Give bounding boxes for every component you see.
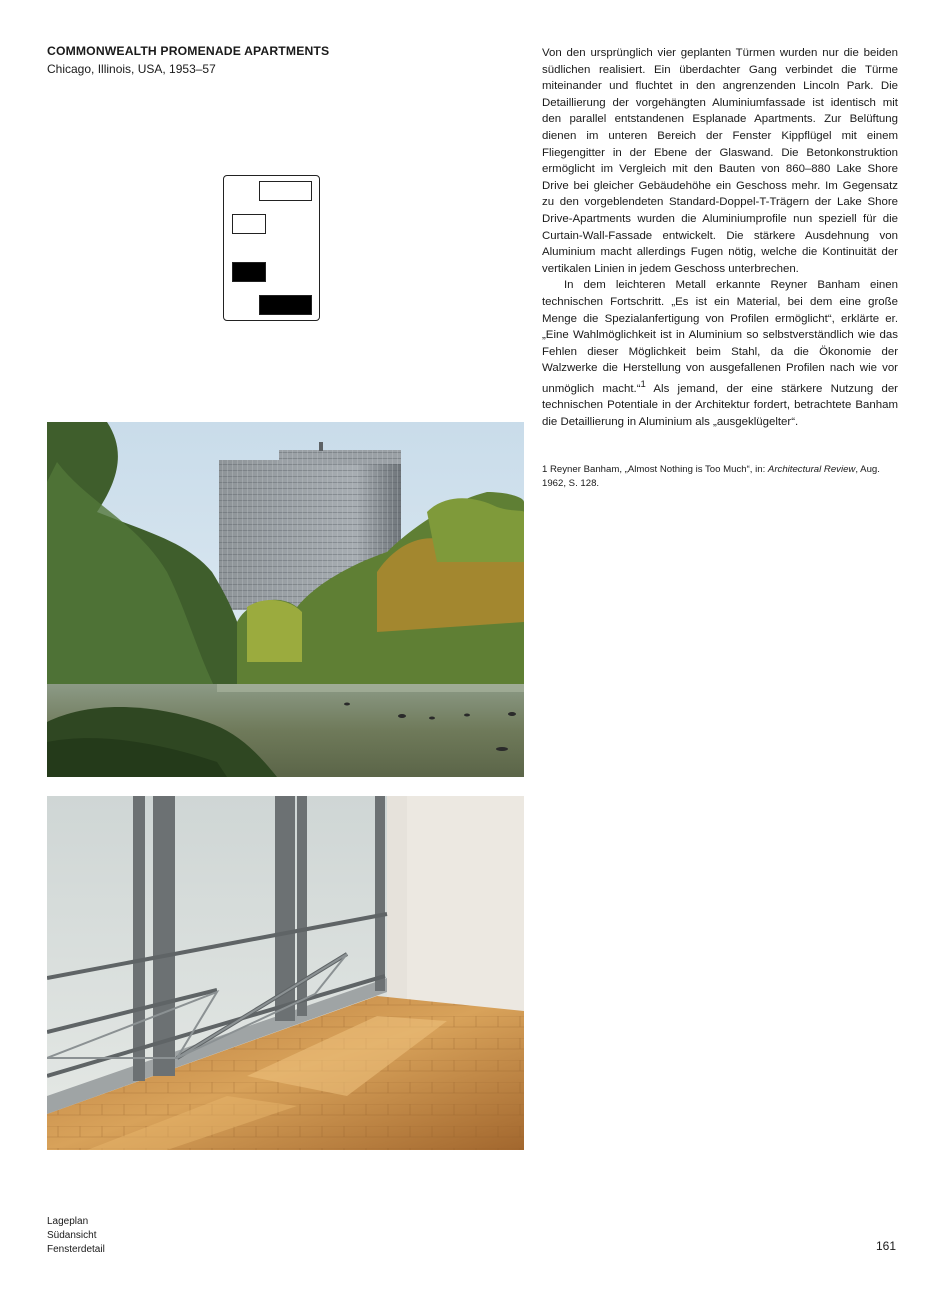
location-subtitle: Chicago, Illinois, USA, 1953–57 xyxy=(47,62,216,76)
caption-item: Fensterdetail xyxy=(47,1244,105,1255)
page-number: 161 xyxy=(876,1239,897,1253)
footnote-text: 1 Reyner Banham, „Almost Nothing is Too Much“, in: xyxy=(542,464,768,475)
site-plan-diagram xyxy=(223,175,320,321)
body-paragraph-text: Als jemand, der eine stärkere Nutzung der technischen Potentiale in der Architektur fordert, betrachtete Banham die Detaillierung in Aluminium als „ausgeklügelter“. xyxy=(542,382,898,428)
footnote xyxy=(542,463,898,491)
window-detail-photo xyxy=(47,796,524,1150)
image-captions xyxy=(47,1215,105,1257)
site-plan-building-outline xyxy=(259,181,312,201)
footnote-reference: 1 xyxy=(640,378,646,390)
site-plan-building-built xyxy=(259,295,312,315)
page-title: COMMONWEALTH PROMENADE APARTMENTS xyxy=(47,44,330,58)
site-plan-building-outline xyxy=(232,214,266,234)
south-view-photo xyxy=(47,422,524,777)
body-paragraph-text: In dem leichteren Metall erkannte Reyner Banham einen technischen Fortschritt. „Es ist ein Material, bei dem eine große Menge die Spezialanfertigung von Profilen ermöglicht“, erklärte er. „Eine Wahlmöglichkeit ist in Aluminium so selbstverständlich wie das Fehlen dieser Möglichkeit beim Stahl, da die Ökonomie der Walzwerke die Herstellung von ausgefallenen Profilen nach wie vor unmöglich macht.“ xyxy=(542,279,898,395)
caption-item: Südansicht xyxy=(47,1230,97,1241)
main-body-text xyxy=(542,45,898,430)
footnote-details: , Aug. 1962, S. 128. xyxy=(542,464,880,489)
body-paragraph: Von den ursprünglich vier geplanten Türmen wurden nur die beiden südlichen realisiert. Ein überdachter Gang verbindet die Türme miteinander und fluchtet in den angrenzenden Lincoln Park. Die Detaillierung der vorgehängten Aluminiumfassade ist identisch mit den parallel entstandenen Esplanade Apartments. Zur Belüftung dienen im unteren Bereich der Fenster Kippflügel mit einem Fliegengitter in der Ebene der Glaswand. Die Betonkonstruktion ermöglicht im Vergleich mit den Bauten von 860–880 Lake Shore Drive bei gleicher Gebäudehöhe ein Geschoss mehr. Im Gegensatz zu den vorgeblendeten Standard-Doppel-T-Trägern der Lake Shore Drive-Apartments wurden die Aluminiumprofile nun speziell für die Curtain-Wall-Fassade entwickelt. Die stärkere Ausdehnung von Aluminium macht allerdings Fugen nötig, welche die Kontinuität der vertikalen Linien in jedem Geschoss unterbrechen. xyxy=(542,47,898,275)
body-paragraph xyxy=(542,277,898,430)
footnote-journal: Architectural Review xyxy=(767,464,856,475)
site-plan-building-built xyxy=(232,262,266,282)
caption-item: Lageplan xyxy=(47,1216,89,1227)
